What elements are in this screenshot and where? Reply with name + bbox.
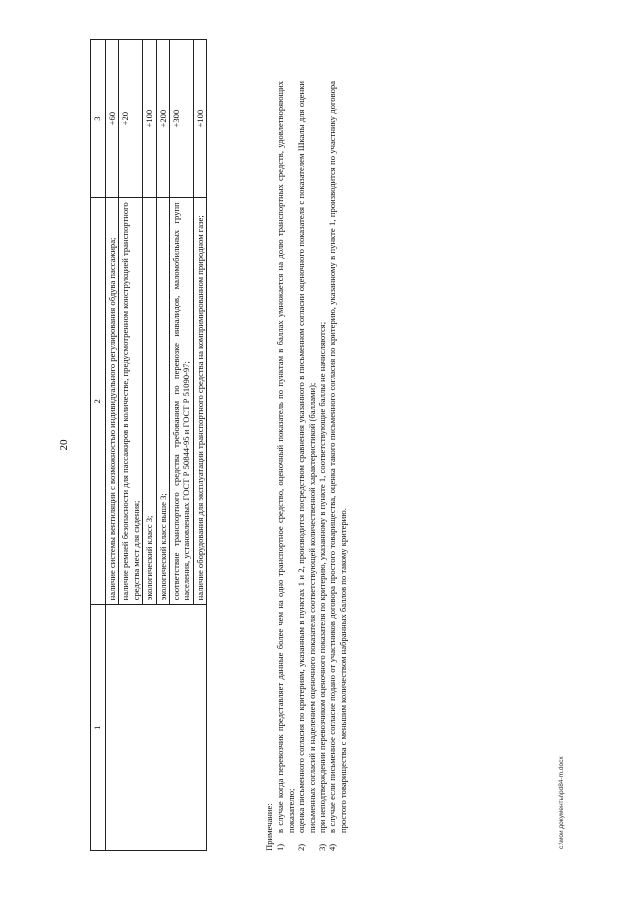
file-path-footer: c:\мои документы\pd84-m.docx [558,756,565,849]
note-item [296,81,317,851]
criterion-text: экологический класс 3; [143,198,156,605]
criterion-text: экологический класс выше 3; [156,198,169,605]
note-item [327,81,348,851]
note-item [275,81,296,851]
note-text: при неподтверждении перевозчиком оценочного показателя по критерию, указанному в пункте 1, соответствующие баллы не начисляются; [317,321,328,833]
criterion-text: наличие оборудования для эксплуатации транспортного средства на компримированном природном газе; [193,198,206,605]
criterion-score: +100 [193,40,206,198]
table-header-row [91,40,106,851]
note-number: 3) [317,843,328,851]
note-number: 2) [296,843,307,851]
criterion-text: наличие системы вентиляции с возможностью индивидуального регулирования обдува пассажира; [106,198,119,605]
criteria-table [90,39,207,851]
header-col-2: 2 [91,198,106,605]
note-text: в случае когда перевозчик представляет данные более чем на одно транспортное средство, оценочный показатель по пунктам в баллах умножается на долю транспортных средств, удовлетворяющих показателю; [275,81,296,833]
page-number: 20 [58,439,70,451]
table-row [106,40,119,851]
header-col-1: 1 [91,605,106,851]
criterion-score: +200 [156,40,169,198]
criterion-score: +20 [119,40,143,198]
note-item [317,81,327,851]
criterion-score: +60 [106,40,119,198]
criterion-text: соответствие транспортного средства требованиям по перевозке инвалидов, маломобильных групп населения, установленных ГОСТ Р 50844-95 и ГОСТ Р 51090-97; [170,198,194,605]
note-number: 1) [275,843,286,851]
criterion-text: наличие ремней безопасности для пассажиров в количестве, предусмотренном конструкцией транспортного средства мест для сидения; [119,198,143,605]
note-text: оценка письменного согласия по критериям, указанным в пунктах 1 и 2, производится посредством сравнения указанного в письменном согласии оценочного показателя с показателем Шкалы для оценки письменных согласий и наделением оценочного показателя соответствующей количественной характеристикой (баллами); [296,81,317,833]
criterion-score: +300 [170,40,194,198]
rotated-page [20,25,580,865]
note-text: в случае если письменное согласие подано от участников договора простого товарищества, оценка такого письменного согласия по критерию, указанному в пункте 1, производится по участнику договора простого товарищества с меньшим количеством набранных баллов по такому критерию. [327,81,348,833]
note-number: 4) [327,843,338,851]
criterion-score: +100 [143,40,156,198]
notes-section [264,81,348,851]
empty-cell [106,605,207,851]
notes-title: Примечание: [264,803,274,851]
header-col-3: 3 [91,40,106,198]
